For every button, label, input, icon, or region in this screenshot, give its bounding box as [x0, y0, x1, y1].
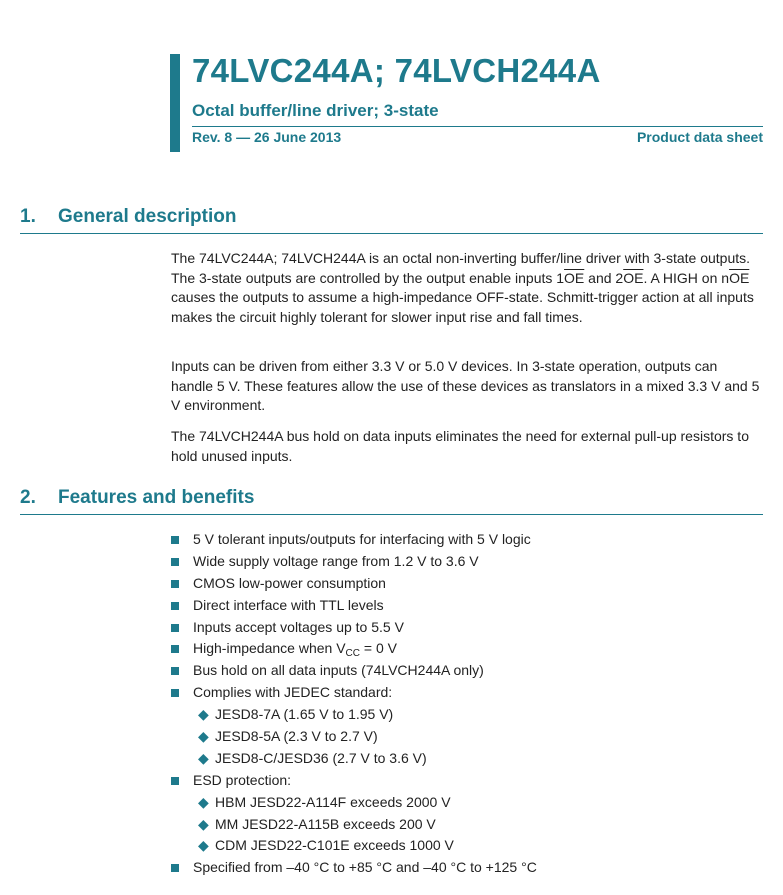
- diamond-bullet-icon: ◆: [198, 706, 209, 723]
- square-bullet-icon: [171, 667, 179, 675]
- general-description-paragraph-1: [171, 249, 763, 327]
- square-bullet-icon: [171, 624, 179, 632]
- square-bullet-icon: [171, 536, 179, 544]
- list-item: [171, 638, 763, 660]
- square-bullet-icon: [171, 558, 179, 566]
- text-run: High-impedance when V: [193, 640, 346, 657]
- diamond-bullet-icon: ◆: [198, 749, 209, 766]
- subscript: CC: [345, 648, 360, 660]
- header-divider: [192, 126, 763, 127]
- list-item-text: 5 V tolerant inputs/outputs for interfacing with 5 V logic: [193, 531, 531, 547]
- square-bullet-icon: [171, 777, 179, 785]
- section-heading-features: [20, 487, 763, 509]
- list-item-text: Direct interface with TTL levels: [193, 596, 384, 613]
- sub-list-item-text: JESD8-5A (2.3 V to 2.7 V): [215, 728, 378, 745]
- text-run: and 2: [584, 269, 624, 286]
- sub-list-item-text: HBM JESD22-A114F exceeds 2000 V: [215, 793, 451, 810]
- list-item-text: ESD protection:: [193, 771, 292, 788]
- list-item: [171, 682, 763, 704]
- document-title: 74LVC244A; 74LVCH244A: [192, 52, 601, 89]
- square-bullet-icon: [171, 602, 179, 610]
- list-item-text: Specified from –40 °C to +85 °C and –40 °C to +125 °C: [193, 859, 537, 876]
- diamond-bullet-icon: ◆: [198, 793, 209, 810]
- text-run: causes the outputs to assume a high-impedance OFF-state. Schmitt-trigger action at all inputs makes the circuit highly tolerant for slower input rise and fall times.: [171, 289, 754, 325]
- diamond-bullet-icon: ◆: [198, 837, 209, 854]
- list-item-text: Bus hold on all data inputs (74LVCH244A only): [193, 662, 484, 679]
- list-item-text: Inputs accept voltages up to 5.5 V: [193, 618, 404, 635]
- sub-list-item: [171, 726, 763, 748]
- list-item-text: CMOS low-power consumption: [193, 574, 386, 591]
- output-enable-signal: $\overline{OE}$: [623, 269, 644, 286]
- section-title: General description: [58, 206, 237, 227]
- text-run: = 0 V: [359, 640, 397, 657]
- diamond-bullet-icon: ◆: [198, 728, 209, 745]
- sub-list-item: [171, 814, 763, 836]
- list-item: [171, 660, 763, 682]
- square-bullet-icon: [171, 645, 179, 653]
- diamond-bullet-icon: ◆: [198, 815, 209, 832]
- square-bullet-icon: [171, 580, 179, 588]
- features-list: [171, 529, 763, 879]
- output-enable-signal: $\overline{OE}$: [564, 269, 585, 286]
- sub-list-item-text: CDM JESD22-C101E exceeds 1000 V: [215, 837, 454, 854]
- sub-list-item: [171, 704, 763, 726]
- general-description-paragraph-3: The 74LVCH244A bus hold on data inputs eliminates the need for external pull-up resistors to hold unused inputs.: [171, 428, 749, 464]
- text-run: . A HIGH on n: [643, 269, 730, 286]
- sub-list-item-text: MM JESD22-A115B exceeds 200 V: [215, 815, 436, 832]
- list-item: [171, 551, 763, 573]
- section-heading-general-description: [20, 206, 763, 228]
- square-bullet-icon: [171, 864, 179, 872]
- section-number: 1.: [20, 206, 36, 227]
- square-bullet-icon: [171, 689, 179, 697]
- document-type: Product data sheet: [636, 129, 763, 145]
- document-subtitle: Octal buffer/line driver; 3-state: [192, 101, 439, 120]
- general-description-paragraph-2: Inputs can be driven from either 3.3 V or 5.0 V devices. In 3-state operation, outputs can handle 5 V. These features allow the use of these devices as translators in a mixed 3.3 V and 5 V environment.: [171, 358, 760, 413]
- list-item: [171, 529, 763, 551]
- sub-list-item: [171, 792, 763, 814]
- section-divider: [20, 233, 763, 234]
- list-item-text: Complies with JEDEC standard:: [193, 684, 393, 701]
- sub-list-item: [171, 748, 763, 770]
- list-item: [171, 770, 763, 792]
- list-item: [171, 595, 763, 617]
- sub-list-item-text: JESD8-C/JESD36 (2.7 V to 3.6 V): [215, 749, 427, 766]
- list-item: [171, 573, 763, 595]
- text-run: The 74LVC244A; 74LVCH244A is an octal non-inverting buffer/line driver with 3-state outputs. The 3-state outputs are controlled by the output enable inputs 1: [171, 250, 751, 286]
- list-item-text: [193, 638, 397, 660]
- section-title: Features and benefits: [58, 487, 255, 508]
- list-item-text: Wide supply voltage range from 1.2 V to 3.6 V: [193, 552, 479, 569]
- section-number: 2.: [20, 487, 36, 508]
- list-item: [171, 857, 763, 879]
- revision-info: Rev. 8 — 26 June 2013: [192, 129, 342, 145]
- section-divider: [20, 514, 763, 515]
- sub-list-item-text: JESD8-7A (1.65 V to 1.95 V): [215, 706, 394, 723]
- header-accent-bar: [170, 54, 180, 152]
- sub-list-item: [171, 835, 763, 857]
- list-item: [171, 617, 763, 639]
- output-enable-signal: $\overline{OE}$: [729, 269, 750, 286]
